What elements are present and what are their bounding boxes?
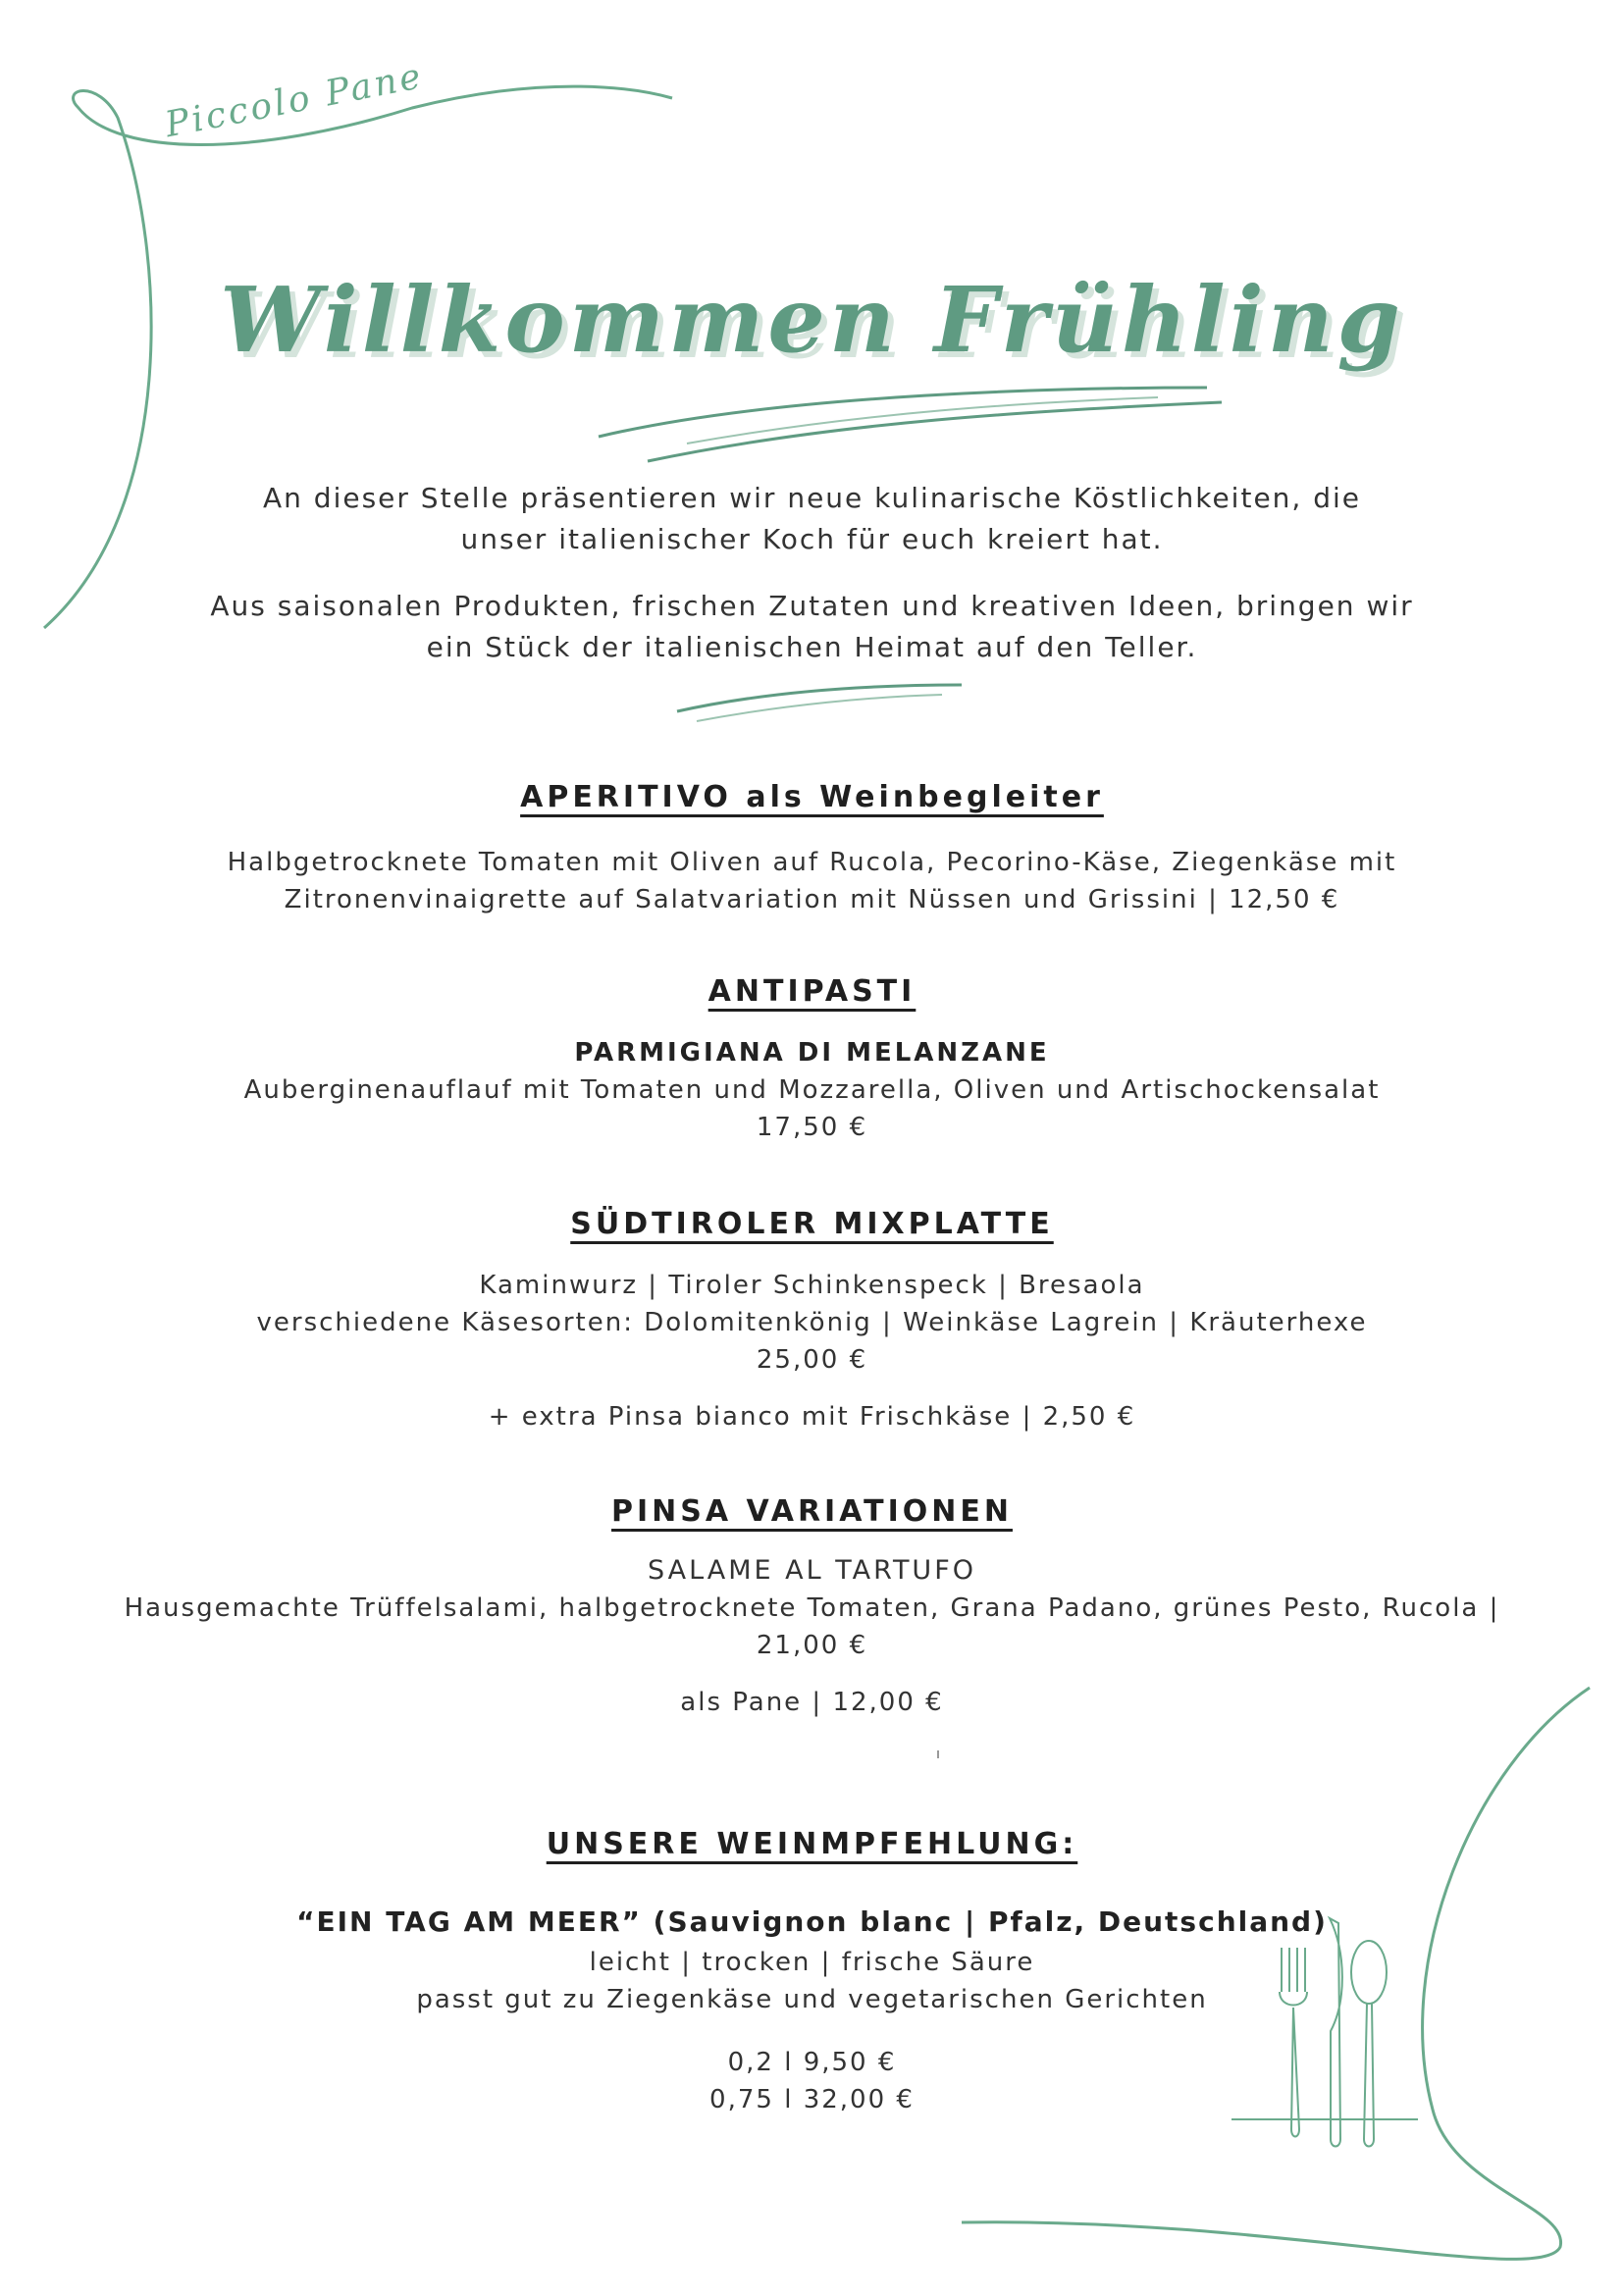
stray-mark bbox=[937, 1750, 939, 1758]
menu-item-price: 21,00 € bbox=[756, 1631, 868, 1660]
menu-item-description: Hausgemachte Trüffelsalami, halbgetrocknete Tomaten, Grana Padano, grünes Pesto, Rucola | bbox=[124, 1593, 1500, 1623]
brand-logo: Piccolo Pane bbox=[162, 56, 427, 146]
section-antipasti bbox=[0, 974, 1624, 1146]
menu-item-description: Halbgetrocknete Tomaten mit Oliven auf Rucola, Pecorino-Käse, Ziegenkäse mit bbox=[227, 848, 1397, 877]
menu-item-description: verschiedene Käsesorten: Dolomitenkönig | Weinkäse Lagrein | Kräuterhexe bbox=[256, 1308, 1368, 1337]
section-mixplatte bbox=[0, 1207, 1624, 1435]
section-aperitivo bbox=[0, 780, 1624, 918]
wine-description: passt gut zu Ziegenkäse und vegetarischen Gerichten bbox=[416, 1985, 1208, 2014]
menu-item-description: Kaminwurz | Tiroler Schinkenspeck | Bresaola bbox=[479, 1271, 1145, 1300]
page-headline: Willkommen Frühling bbox=[220, 267, 1404, 373]
dish-name: PARMIGIANA DI MELANZANE bbox=[574, 1038, 1050, 1068]
section-title: SÜDTIROLER MIXPLATTE bbox=[570, 1207, 1054, 1241]
section-wine bbox=[0, 1827, 1624, 2118]
menu-item-price: 17,50 € bbox=[756, 1113, 868, 1142]
section-pinsa bbox=[0, 1494, 1624, 1721]
menu-item-extra: + extra Pinsa bianco mit Frischkäse | 2,50 € bbox=[488, 1402, 1136, 1432]
section-title: PINSA VARIATIONEN bbox=[611, 1494, 1013, 1529]
wine-name: “EIN TAG AM MEER” (Sauvignon blanc | Pfalz, Deutschland) bbox=[296, 1905, 1328, 1938]
menu-item-price: 25,00 € bbox=[756, 1345, 868, 1375]
intro-paragraph: Aus saisonalen Produkten, frischen Zutaten und kreativen Ideen, bringen wir ein Stück der italienischen Heimat auf den Teller. bbox=[210, 590, 1414, 663]
section-title: ANTIPASTI bbox=[707, 974, 917, 1009]
intro-text bbox=[0, 478, 1624, 694]
section-title: APERITIVO als Weinbegleiter bbox=[520, 780, 1104, 814]
section-title: UNSERE WEINMPFEHLUNG: bbox=[546, 1827, 1078, 1861]
intro-paragraph: An dieser Stelle präsentieren wir neue kulinarische Köstlichkeiten, die unser italienischer Koch für euch kreiert hat. bbox=[263, 482, 1361, 555]
wine-price: 0,75 l 32,00 € bbox=[709, 2085, 915, 2114]
menu-item-extra: als Pane | 12,00 € bbox=[680, 1688, 944, 1717]
wine-description: leicht | trocken | frische Säure bbox=[589, 1948, 1035, 1977]
dish-name: SALAME AL TARTUFO bbox=[648, 1555, 976, 1586]
menu-item-description: Auberginenauflauf mit Tomaten und Mozzarella, Oliven und Artischockensalat bbox=[243, 1075, 1381, 1105]
wine-price: 0,2 l 9,50 € bbox=[727, 2048, 897, 2077]
menu-item-description: Zitronenvinaigrette auf Salatvariation mit Nüssen und Grissini | 12,50 € bbox=[284, 885, 1340, 914]
